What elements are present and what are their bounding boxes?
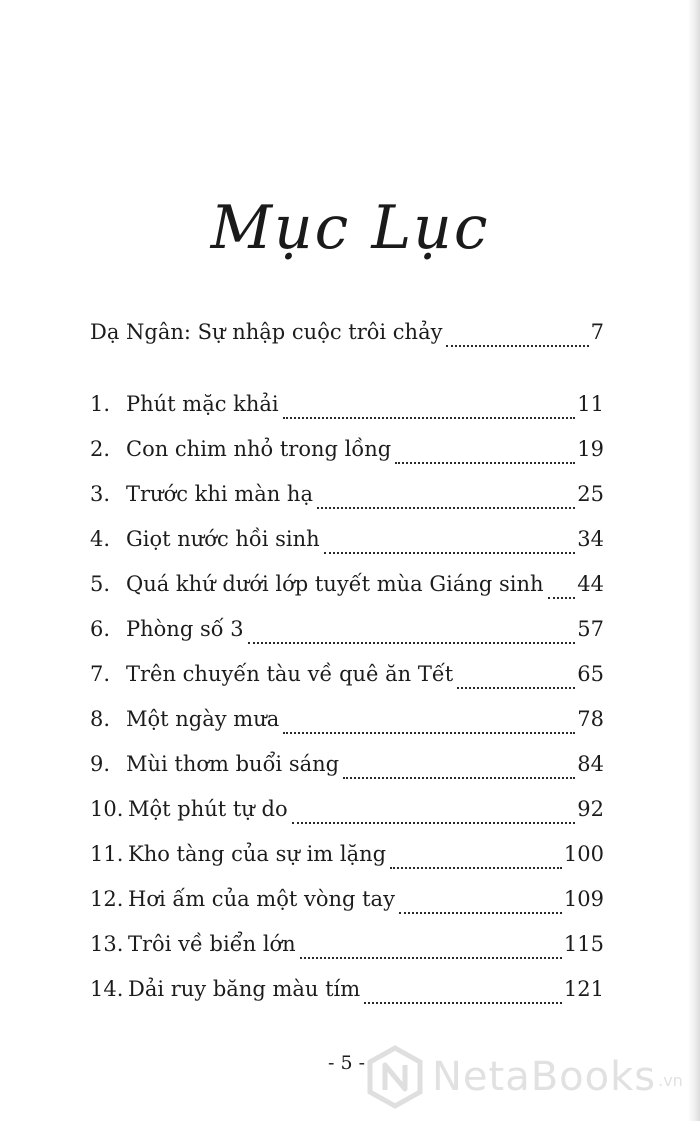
toc-entry-number: 6. — [90, 617, 111, 641]
toc-entry-title: Trên chuyến tàu về quê ăn Tết — [126, 662, 454, 686]
toc-entry-number: 4. — [90, 527, 111, 551]
toc-entry-page: 115 — [563, 932, 604, 956]
toc-entry-number: 12. — [90, 887, 124, 911]
page-edge-shadow — [688, 0, 700, 1121]
toc-entry — [90, 527, 604, 561]
toc-entry — [90, 887, 604, 921]
watermark-brand: NetaBooks — [432, 1054, 657, 1100]
dot-leader — [364, 1002, 562, 1004]
dot-leader — [390, 867, 562, 869]
toc-entry-number: 10. — [90, 797, 124, 821]
dot-leader — [343, 777, 575, 779]
dot-leader — [548, 597, 576, 599]
toc-entry — [90, 392, 604, 426]
toc-entry-title: Một phút tự do — [128, 797, 288, 821]
toc-entry-page: 44 — [577, 572, 604, 596]
dot-leader — [317, 507, 575, 509]
dot-leader — [300, 957, 562, 959]
toc-entry — [90, 842, 604, 876]
toc-entry-page: 78 — [577, 707, 604, 731]
toc-entry-title: Trước khi màn hạ — [126, 482, 313, 506]
toc-entry — [90, 572, 604, 606]
toc-entry-title: Con chim nhỏ trong lồng — [126, 437, 392, 461]
toc-entry-number: 14. — [90, 977, 124, 1001]
dot-leader — [446, 345, 588, 347]
dot-leader — [283, 732, 575, 734]
toc-entry-number: 9. — [90, 752, 111, 776]
dot-leader — [283, 417, 576, 419]
toc-entry-page: 57 — [577, 617, 604, 641]
toc-entry-page: 34 — [577, 527, 604, 551]
toc-entry-title: Quá khứ dưới lớp tuyết mùa Giáng sinh — [126, 572, 544, 596]
toc-entry-page: 92 — [577, 797, 604, 821]
toc-entry — [90, 707, 604, 741]
dot-leader — [457, 687, 575, 689]
toc-entry-page: 11 — [577, 392, 604, 416]
toc-entry-title: Phòng số 3 — [126, 617, 244, 641]
toc-entry-title: Một ngày mưa — [126, 707, 280, 731]
toc-preface-page: 7 — [590, 320, 604, 344]
toc-entry-page: 19 — [577, 437, 604, 461]
toc-entry-page: 25 — [577, 482, 604, 506]
toc-preface — [90, 320, 604, 354]
toc-preface-title: Dạ Ngân: Sự nhập cuộc trôi chảy — [90, 320, 443, 344]
watermark — [366, 1042, 683, 1112]
toc-entry-title: Giọt nước hồi sinh — [126, 527, 320, 551]
toc-entry — [90, 662, 604, 696]
toc-entry-title: Kho tàng của sự im lặng — [128, 842, 387, 866]
toc-entry-page: 65 — [577, 662, 604, 686]
dot-leader — [248, 642, 576, 644]
toc-entry-title: Mùi thơm buổi sáng — [126, 752, 340, 776]
toc-entry-title: Trôi về biển lớn — [128, 932, 296, 956]
toc-entry — [90, 437, 604, 471]
toc-entry-page: 109 — [563, 887, 604, 911]
toc-entry-page: 121 — [563, 977, 604, 1001]
toc-entry — [90, 752, 604, 786]
toc-entry-number: 13. — [90, 932, 124, 956]
toc-entry-number: 11. — [90, 842, 124, 866]
watermark-suffix: .vn — [658, 1071, 683, 1090]
toc-entry-number: 7. — [90, 662, 111, 686]
toc-entry — [90, 932, 604, 966]
dot-leader — [292, 822, 576, 824]
toc-entry-number: 5. — [90, 572, 111, 596]
dot-leader — [324, 552, 576, 554]
toc-entry-number: 8. — [90, 707, 111, 731]
page-number: - 5 - — [328, 1052, 366, 1074]
page-title: Mục Lục — [210, 193, 490, 263]
toc-entry — [90, 482, 604, 516]
toc-entry — [90, 797, 604, 831]
dot-leader — [399, 912, 562, 914]
toc-entry-title: Phút mặc khải — [126, 392, 279, 416]
toc-entry-number: 3. — [90, 482, 111, 506]
dot-leader — [395, 462, 575, 464]
hexagon-n-logo-icon — [366, 1045, 424, 1109]
toc-entry — [90, 977, 604, 1011]
toc-entry-page: 100 — [563, 842, 604, 866]
toc-entry-page: 84 — [577, 752, 604, 776]
toc-entry-title: Dải ruy băng màu tím — [128, 977, 361, 1001]
toc-entry — [90, 617, 604, 651]
toc-entry-number: 1. — [90, 392, 111, 416]
toc-entry-number: 2. — [90, 437, 111, 461]
toc-entry-title: Hơi ấm của một vòng tay — [128, 887, 395, 911]
